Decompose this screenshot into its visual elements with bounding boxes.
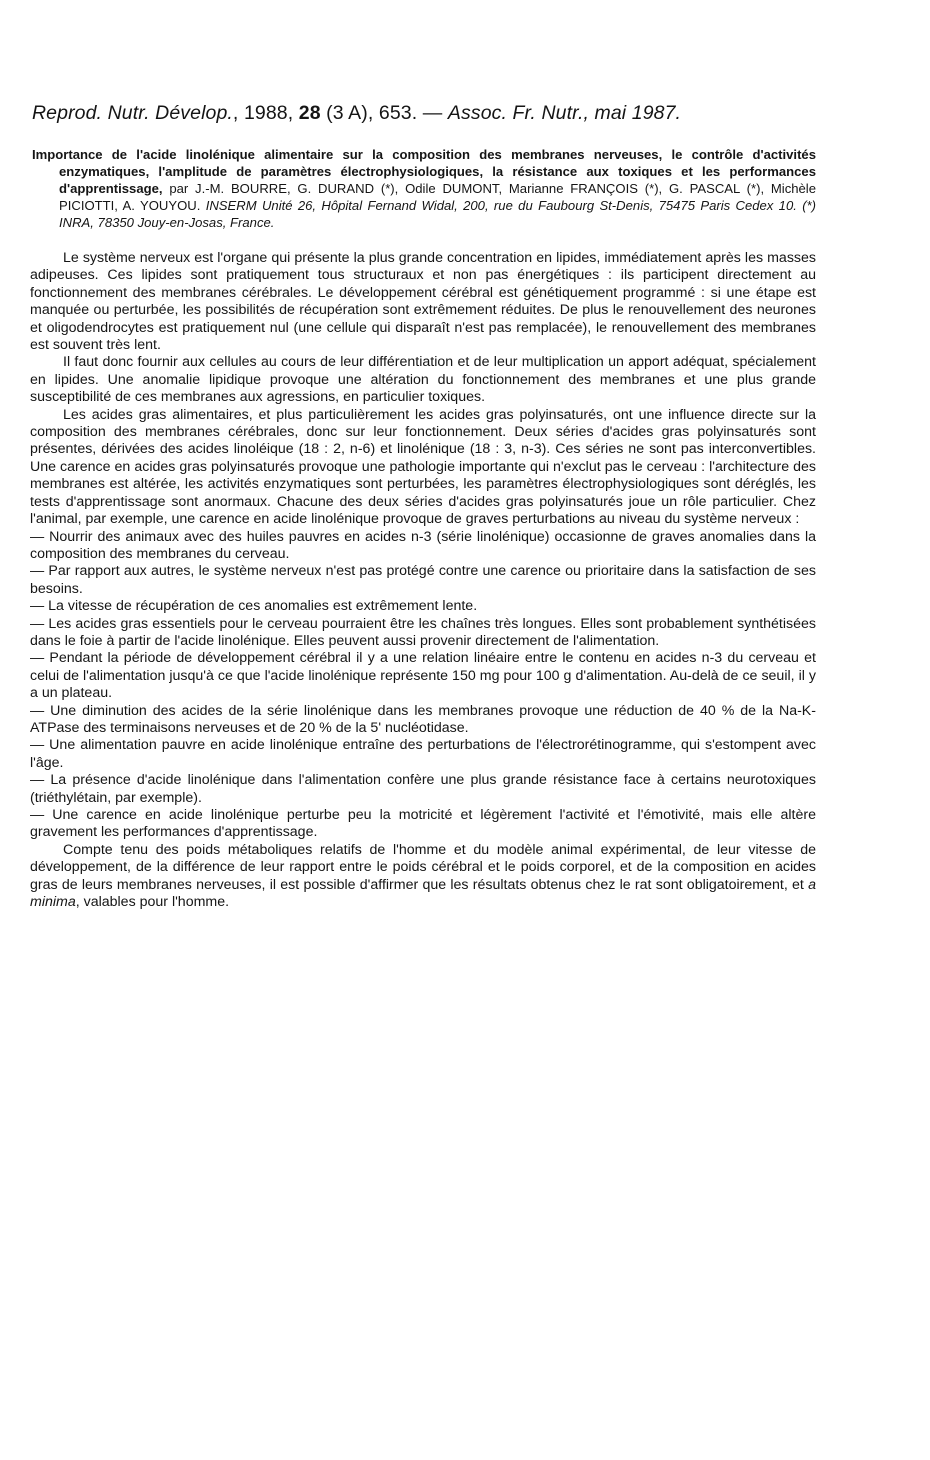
article-title: Importance de l'acide linolénique alimentaire sur la composition des membranes nerveuses, le contrôle d'activités enzymatiques, l'amplitude de paramètres électrophysiologiques, la résistance aux toxiques et les performances d'apprentissage, (32, 147, 816, 196)
paragraph-4 (30, 842, 816, 912)
paragraph-1: Le système nerveux est l'organe qui présente la plus grande concentration en lipides, immédiatement après les masses adipeuses. Ces lipides sont pratiquement tous structuraux et non pas énergétiques : ils participent directement au fonctionnement des membranes cérébrales. Le développement cérébral est génétiquement programmé : si une étape est manquée ou perturbée, les possibilités de récupération sont extrêmement réduites. De plus le renouvellement des neurones et oligodendrocytes est pratiquement nul (une cellule qui disparaît n'est pas remplacée), le renouvellement des membranes est souvent très lent. (30, 250, 816, 354)
list-item: — Une diminution des acides de la série linolénique dans les membranes provoque une réduction de 40 % de la Na-K-ATPase des terminaisons nerveuses et de 20 % de la 5' nucléotidase. (30, 702, 816, 736)
list-item: — Les acides gras essentiels pour le cerveau pourraient être les chaînes très longues. Elles sont probablement synthétisées dans le foie à partir de l'acide linolénique. Elles peuvent aussi provenir directement de l'alimentation. (30, 615, 816, 649)
paragraph-4-italic: a minima (30, 876, 816, 911)
journal-volume: 28 (298, 102, 321, 124)
article-header (30, 146, 816, 231)
page (30, 100, 816, 911)
list-item: — La présence d'acide linolénique dans l'alimentation confère une plus grande résistance face à certains neurotoxiques (triéthylétain, par exemple). (30, 772, 816, 806)
list-item: — Une alimentation pauvre en acide linolénique entraîne des perturbations de l'électrorétinogramme, qui s'estompent avec l'âge. (30, 737, 816, 771)
journal-name: Reprod. Nutr. Dévelop. (32, 102, 233, 124)
list-item: — Nourrir des animaux avec des huiles pauvres en acides n-3 (série linolénique) occasionne de graves anomalies dans la composition des membranes du cerveau. (30, 528, 816, 562)
article-affiliation: INSERM Unité 26, Hôpital Fernand Widal, 200, rue du Faubourg St-Denis, 75475 Paris Cedex 10. (*) INRA, 78350 Jouy-en-Josas, France. (59, 198, 817, 230)
journal-source: Assoc. Fr. Nutr., mai 1987. (447, 102, 682, 124)
paragraph-2: Il faut donc fournir aux cellules au cours de leur différentiation et de leur multiplication un apport adéquat, spécialement en lipides. Une anomalie lipidique provoque une altération du fonctionnement des membranes et une plus grande susceptibilité de ces membranes aux agressions, en particulier toxiques. (30, 354, 816, 406)
article-authors: par J.-M. BOURRE, G. DURAND (*), Odile DUMONT, Marianne FRANÇOIS (*), G. PASCAL (*), Michèle PICIOTTI, A. YOUYOU. (59, 181, 816, 213)
paragraph-4-end: , valables pour l'homme. (75, 894, 230, 911)
journal-citation (32, 100, 816, 126)
paragraph-4-start: Compte tenu des poids métaboliques relatifs de l'homme et du modèle animal expérimental, de leur vitesse de développement, de la différence de leur rapport entre le poids cérébral et le poids corporel, et de la composition en acides gras de leurs membranes nerveuses, il est possible d'affirmer que les résultats obtenus chez le rat sont obligatoirement, et (30, 841, 816, 893)
list-item: — Par rapport aux autres, le système nerveux n'est pas protégé contre une carence ou prioritaire dans la satisfaction de ses besoins. (30, 563, 816, 597)
article-body (30, 250, 816, 911)
journal-issue: (3 A), 653. — (320, 102, 448, 124)
list-item: — La vitesse de récupération de ces anomalies est extrêmement lente. (30, 598, 478, 615)
list-item: — Pendant la période de développement cérébral il y a une relation linéaire entre le contenu en acides n-3 du cerveau et celui de l'alimentation jusqu'à ce que l'acide linolénique représente 150 mg pour 100 g d'alimentation. Au-delà de ce seuil, il y a un plateau. (30, 650, 816, 702)
paragraph-3: Les acides gras alimentaires, et plus particulièrement les acides gras polyinsaturés, ont une influence directe sur la composition des membranes cérébrales, donc sur leur fonctionnement. Deux séries d'acides gras polyinsaturés sont présentes, dérivées des acides linoléique (18 : 2, n-6) et linolénique (18 : 3, n-3). Ces séries ne sont pas interconvertibles. Une carence en acides gras polyinsaturés provoque une pathologie importante qui n'exclut pas le cerveau : l'architecture des membranes est altérée, les activités enzymatiques sont perturbées, les paramètres électrophysiologiques sont déréglés, les tests d'apprentissage sont anormaux. Chacune des deux séries d'acides gras polyinsaturés joue un rôle particulier. Chez l'animal, par exemple, une carence en acide linolénique provoque de graves perturbations au niveau du système nerveux : (30, 406, 816, 528)
list-item: — Une carence en acide linolénique perturbe peu la motricité et légèrement l'activité et l'émotivité, mais elle altère gravement les performances d'apprentissage. (30, 807, 816, 841)
journal-year: , 1988, (232, 102, 299, 124)
